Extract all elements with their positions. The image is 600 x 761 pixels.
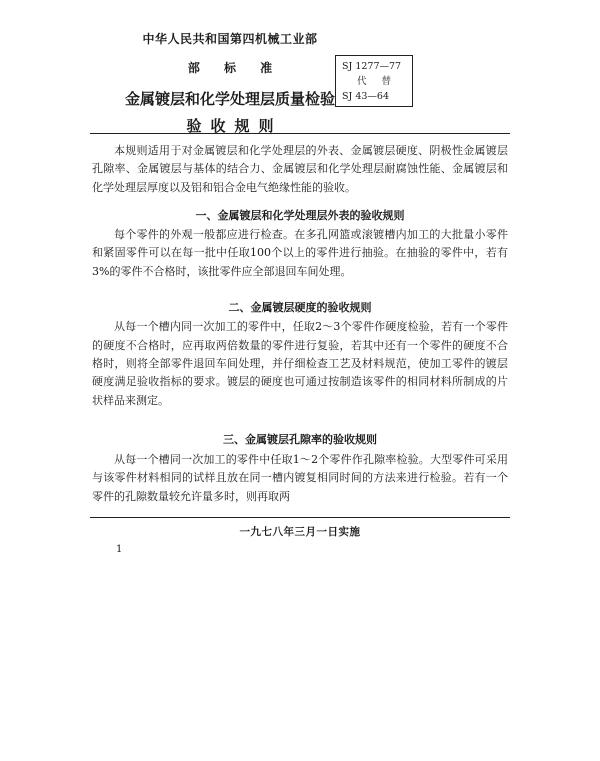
header-divider (90, 133, 510, 134)
document-title: 金属镀层和化学处理层质量检验 (124, 90, 335, 108)
document-subtitle: 验收规则 (186, 117, 283, 135)
document-body (92, 142, 508, 506)
standard-code: SJ 1277—77 (342, 61, 402, 72)
standard-type: 部 标 准 (187, 61, 283, 75)
ministry-name: 中华人民共和国第四机械工业部 (142, 32, 318, 46)
section-paragraph-1: 每个零件的外观一般都应进行检查。在多孔网篮或滚镀槽内加工的大批量小零件和紧固零件可以在每一批中任取100个以上的零件进行抽验。在抽验的零件中，若有3%的零件不合格时，该批零件应全部退回车间处理。 (92, 228, 508, 278)
section-heading-2: 二、金属镀层硬度的验收规则 (228, 301, 372, 315)
section-heading-1: 一、金属镀层和化学处理层外表的验收规则 (195, 208, 405, 222)
effective-date: 一九七八年三月一日实施 (239, 526, 361, 538)
section-heading-3: 三、金属镀层孔隙率的验收规则 (223, 432, 377, 446)
section-paragraph-3: 从每一个槽同一次加工的零件中任取1～2个零件作孔隙率检验。大型零件可采用与该零件材料相同的试样且放在同一槽内镀复相同时间的方法来进行检验。若有一个零件的孔隙数量较允许量多时，则再取两 (92, 453, 508, 503)
replaces-label: 代 替 (356, 76, 398, 87)
page-number: 1 (116, 544, 123, 555)
replaced-standard-code: SJ 43—64 (342, 91, 390, 102)
standard-number-box (335, 55, 413, 107)
intro-paragraph: 本规则适用于对金属镀层和化学处理层的外表、金属镀层硬度、阴极性金属镀层孔隙率、金属镀层与基体的结合力、金属镀层和化学处理层耐腐蚀性能、金属镀层和化学处理层厚度以及铝和铝合金电气绝缘性能的验收。 (92, 144, 508, 194)
section-paragraph-2: 从每一个槽内同一次加工的零件中，任取2～3个零件作硬度检验，若有一个零件的硬度不合格时，应再取两倍数量的零件进行复验，若其中还有一个零件的硬度不合格时，则将全部零件退回车间处理，并仔细检查工艺及材料规范，使加工零件的镀层硬度满足验收指标的要求。镀层的硬度也可通过按制造该零件的相同材料所制成的片状样品来测定。 (92, 320, 508, 407)
document-header (110, 30, 350, 136)
footer-divider (90, 517, 510, 518)
